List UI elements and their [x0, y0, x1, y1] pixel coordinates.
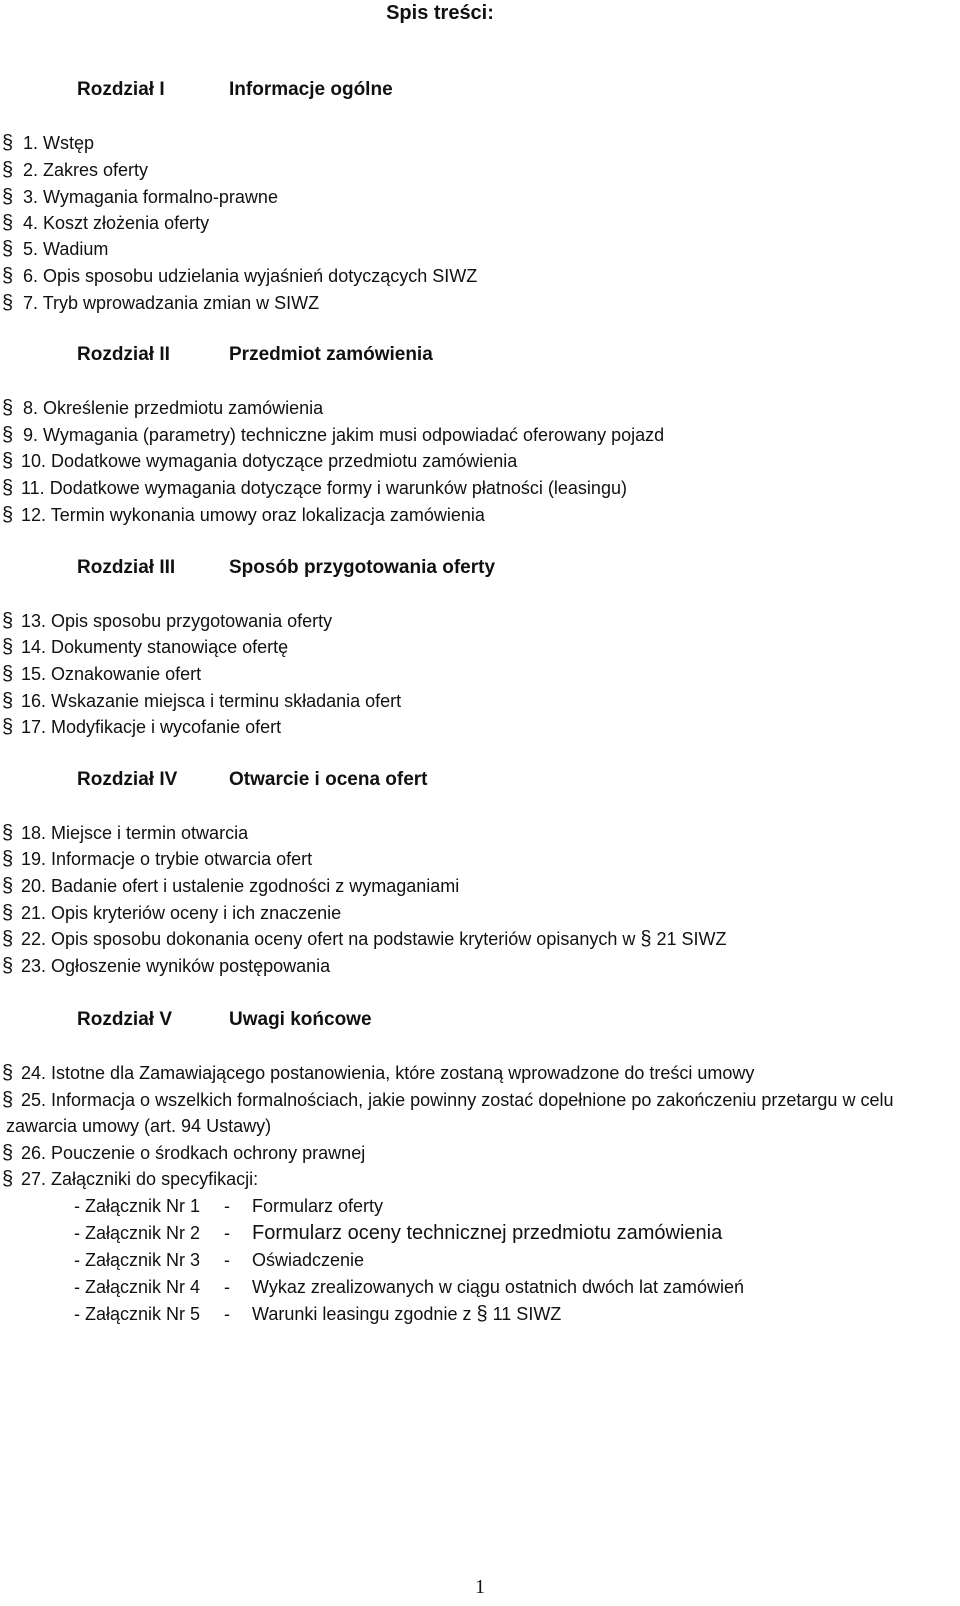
section-mark: §	[2, 1089, 14, 1111]
toc-item-text: 26. Pouczenie o środkach ochrony prawnej	[21, 1143, 366, 1163]
toc-item-text	[21, 926, 727, 952]
chapter-code: Rozdział III	[77, 557, 176, 578]
toc-item-text: 23. Ogłoszenie wyników postępowania	[21, 956, 331, 976]
section-mark: §	[2, 132, 14, 154]
toc-item-text-tail: 21 SIWZ	[656, 929, 727, 949]
section-mark: §	[2, 292, 14, 314]
section-mark: §	[2, 450, 14, 472]
toc-item-text: 18. Miejsce i termin otwarcia	[21, 823, 249, 843]
toc-item-text: 12. Termin wykonania umowy oraz lokalizacja zamówienia	[21, 505, 485, 525]
attachment-label: - Załącznik Nr 1	[74, 1196, 201, 1216]
attachment-row	[74, 1220, 723, 1246]
attachment-label: - Załącznik Nr 2	[74, 1223, 201, 1243]
section-mark: §	[2, 955, 14, 977]
section-mark: §	[2, 424, 14, 446]
attachment-dash: -	[224, 1304, 230, 1324]
chapter-name: Otwarcie i ocena ofert	[229, 769, 428, 790]
section-mark: §	[2, 212, 14, 234]
toc-item-text: 7. Tryb wprowadzania zmian w SIWZ	[23, 293, 320, 313]
section-mark: §	[2, 1062, 14, 1084]
toc-item-text-main: 22. Opis sposobu dokonania oceny ofert na podstawie kryteriów opisanych w	[21, 929, 636, 949]
section-mark: §	[2, 1142, 14, 1164]
section-mark: §	[2, 848, 14, 870]
toc-item-text: 1. Wstęp	[23, 133, 95, 153]
attachment-title-tail: 11 SIWZ	[492, 1304, 562, 1324]
chapter-name: Uwagi końcowe	[229, 1009, 372, 1030]
chapter-name: Przedmiot zamówienia	[229, 344, 433, 365]
toc-item-text: 21. Opis kryteriów oceny i ich znaczenie	[21, 903, 342, 923]
toc-item-text: 9. Wymagania (parametry) techniczne jakim musi odpowiadać oferowany pojazd	[23, 425, 665, 445]
attachment-title: Formularz oceny technicznej przedmiotu zamówienia	[252, 1222, 723, 1244]
attachment-label: - Załącznik Nr 4	[74, 1277, 201, 1297]
chapter-code: Rozdział II	[77, 344, 170, 365]
section-mark: §	[2, 238, 14, 260]
toc-item-text: 3. Wymagania formalno-prawne	[23, 187, 278, 207]
inline-section-mark: §	[476, 1303, 488, 1325]
toc-item-text: 19. Informacje o trybie otwarcia ofert	[21, 849, 313, 869]
attachment-title: Wykaz zrealizowanych w ciągu ostatnich dwóch lat zamówień	[252, 1277, 745, 1297]
toc-item-text: 5. Wadium	[23, 239, 109, 259]
chapter-name: Sposób przygotowania oferty	[229, 557, 496, 578]
section-mark: §	[2, 265, 14, 287]
section-mark: §	[2, 477, 14, 499]
toc-item-text: 16. Wskazanie miejsca i terminu składania ofert	[21, 691, 402, 711]
toc-item-text: 4. Koszt złożenia oferty	[23, 213, 210, 233]
section-mark: §	[2, 636, 14, 658]
chapter-code: Rozdział IV	[77, 769, 178, 790]
section-mark: §	[2, 928, 14, 950]
toc-item-text: 13. Opis sposobu przygotowania oferty	[21, 611, 333, 631]
attachment-dash: -	[224, 1223, 230, 1243]
toc-item-continuation: zawarcia umowy (art. 94 Ustawy)	[6, 1116, 272, 1136]
chapter-name: Informacje ogólne	[229, 79, 393, 100]
toc-item-text: 27. Załączniki do specyfikacji:	[21, 1169, 259, 1189]
section-mark: §	[2, 716, 14, 738]
attachment-row	[74, 1301, 562, 1327]
toc-item-text: 17. Modyfikacje i wycofanie ofert	[21, 717, 282, 737]
attachment-label: - Załącznik Nr 5	[74, 1304, 201, 1324]
page-number: 1	[475, 1576, 485, 1598]
toc-item-text: 2. Zakres oferty	[23, 160, 149, 180]
section-mark: §	[2, 1168, 14, 1190]
toc-item-text: 20. Badanie ofert i ustalenie zgodności z wymaganiami	[21, 876, 460, 896]
page-title: Spis treści:	[386, 2, 494, 24]
attachment-dash: -	[224, 1277, 230, 1297]
attachment-title: Formularz oferty	[252, 1196, 384, 1216]
section-mark: §	[2, 875, 14, 897]
section-mark: §	[2, 663, 14, 685]
section-mark: §	[2, 159, 14, 181]
chapter-code: Rozdział V	[77, 1009, 173, 1030]
toc-item-text: 8. Określenie przedmiotu zamówienia	[23, 398, 324, 418]
section-mark: §	[2, 397, 14, 419]
section-mark: §	[2, 610, 14, 632]
chapter-code: Rozdział I	[77, 79, 165, 100]
inline-section-mark: §	[640, 928, 652, 950]
section-mark: §	[2, 822, 14, 844]
attachment-dash: -	[224, 1250, 230, 1270]
attachment-row	[74, 1193, 384, 1219]
attachment-row	[74, 1274, 745, 1300]
toc-item-text: 6. Opis sposobu udzielania wyjaśnień dotyczących SIWZ	[23, 266, 478, 286]
section-mark: §	[2, 504, 14, 526]
attachment-label: - Załącznik Nr 3	[74, 1250, 201, 1270]
attachment-row	[74, 1247, 365, 1273]
toc-item-text: 10. Dodatkowe wymagania dotyczące przedmiotu zamówienia	[21, 451, 518, 471]
toc-item-text: 15. Oznakowanie ofert	[21, 664, 202, 684]
toc-item-text: 11. Dodatkowe wymagania dotyczące formy i warunków płatności (leasingu)	[21, 478, 627, 498]
section-mark: §	[2, 902, 14, 924]
toc-item-text: 24. Istotne dla Zamawiającego postanowienia, które zostaną wprowadzone do treści umowy	[21, 1063, 755, 1083]
toc-item-text: 25. Informacja o wszelkich formalnościach, jakie powinny zostać dopełnione po zakończeniu przetargu w celu	[21, 1090, 894, 1110]
section-mark: §	[2, 186, 14, 208]
attachment-title: Oświadczenie	[252, 1250, 365, 1270]
toc-item-text: 14. Dokumenty stanowiące ofertę	[21, 637, 289, 657]
attachment-title-main: Warunki leasingu zgodnie z	[252, 1304, 472, 1324]
attachment-dash: -	[224, 1196, 230, 1216]
attachment-title	[252, 1301, 561, 1327]
section-mark: §	[2, 690, 14, 712]
